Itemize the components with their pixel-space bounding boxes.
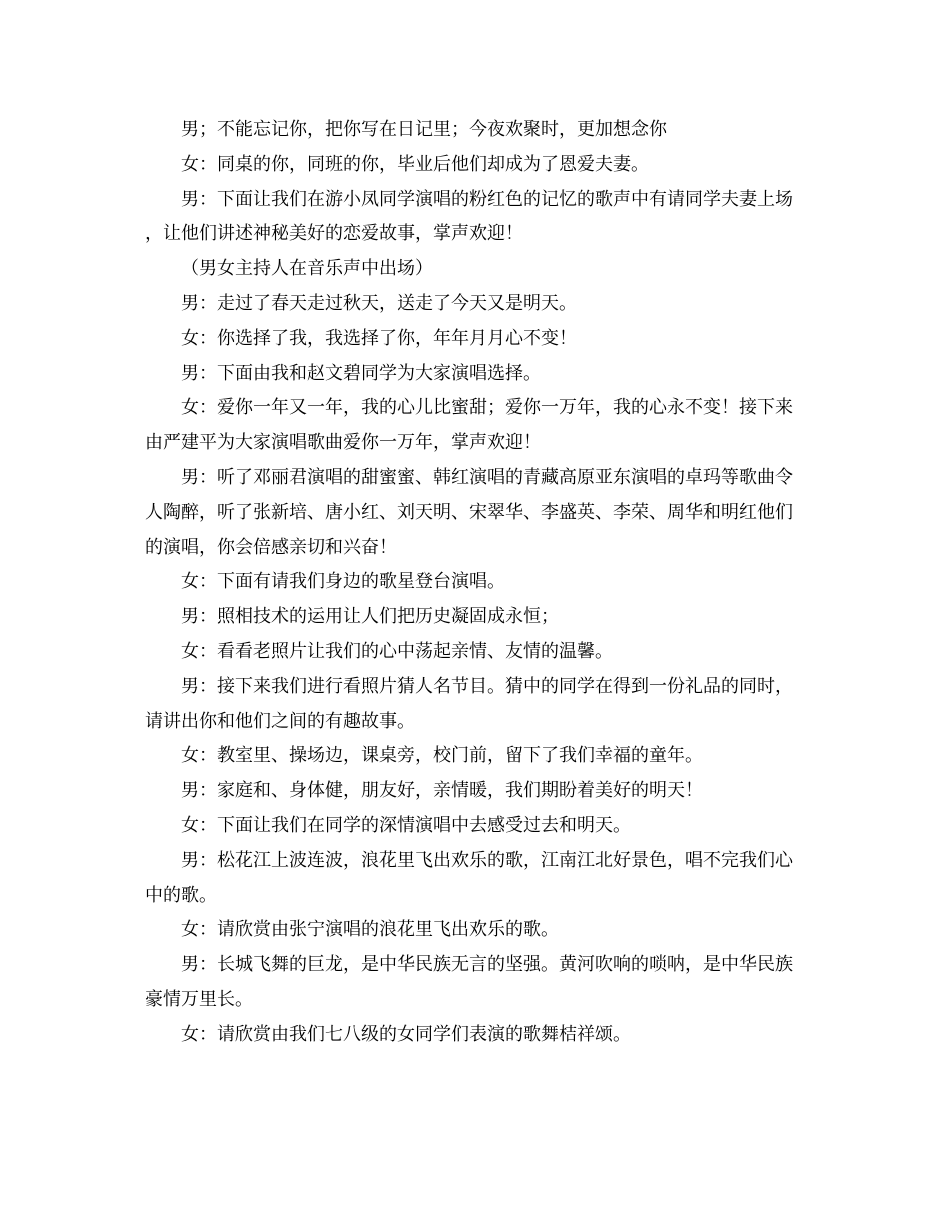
paragraph: 男：接下来我们进行看照片猜人名节目。猜中的同学在得到一份礼品的同时，请讲出你和他们之间的有趣故事。 [145,675,793,732]
paragraph: 女：下面让我们在同学的深情演唱中去感受过去和明天。 [181,814,631,836]
paragraph: 男：照相技术的运用让人们把历史凝固成永恒； [181,606,559,628]
paragraph: 男：下面让我们在游小凤同学演唱的粉红色的记忆的歌声中有请同学夫妻上场，让他们讲述神秘美好的恋爱故事，掌声欢迎！ [145,188,793,245]
paragraph: 男：走过了春天走过秋天，送走了今天又是明天。 [181,292,577,314]
paragraph: 女：同桌的你，同班的你，毕业后他们却成为了恩爱夫妻。 [181,153,649,175]
paragraph: 女：爱你一年又一年，我的心儿比蜜甜；爱你一万年，我的心永不变！接下来由严建平为大家演唱歌曲爱你一万年，掌声欢迎！ [145,397,793,454]
paragraph: 男：长城飞舞的巨龙，是中华民族无言的坚强。黄河吹响的唢呐，是中华民族豪情万里长。 [145,954,793,1010]
paragraph: 女：看看老照片让我们的心中荡起亲情、友情的温馨。 [181,640,613,662]
document-body [145,113,805,1053]
paragraph: 男；不能忘记你，把你写在日记里；今夜欢聚时，更加想念你 [181,119,667,140]
paragraph: 男：家庭和、身体健，朋友好，亲情暖，我们期盼着美好的明天！ [181,780,703,802]
paragraph: 男：松花江上波连波，浪花里飞出欢乐的歌，江南江北好景色，唱不完我们心中的歌。 [145,849,793,906]
paragraph: 女：教室里、操场边，课桌旁，校门前，留下了我们幸福的童年。 [181,745,703,767]
paragraph: （男女主持人在音乐声中出场） [181,258,433,280]
paragraph: 女：你选择了我，我选择了你，年年月月心不变！ [181,327,577,349]
paragraph: 女：下面有请我们身边的歌星登台演唱。 [181,571,505,593]
paragraph: 男：下面由我和赵文碧同学为大家演唱选择。 [181,362,541,384]
paragraph: 男：听了邓丽君演唱的甜蜜蜜、韩红演唱的青藏高原亚东演唱的卓玛等歌曲令人陶醉，听了张新培、唐小红、刘天明、宋翠华、李盛英、李荣、周华和明红他们的演唱，你会倍感亲切和兴奋！ [145,466,793,558]
paragraph: 女：请欣赏由我们七八级的女同学们表演的歌舞桔祥颂。 [181,1023,631,1045]
paragraph: 女：请欣赏由张宁演唱的浪花里飞出欢乐的歌。 [181,919,559,941]
